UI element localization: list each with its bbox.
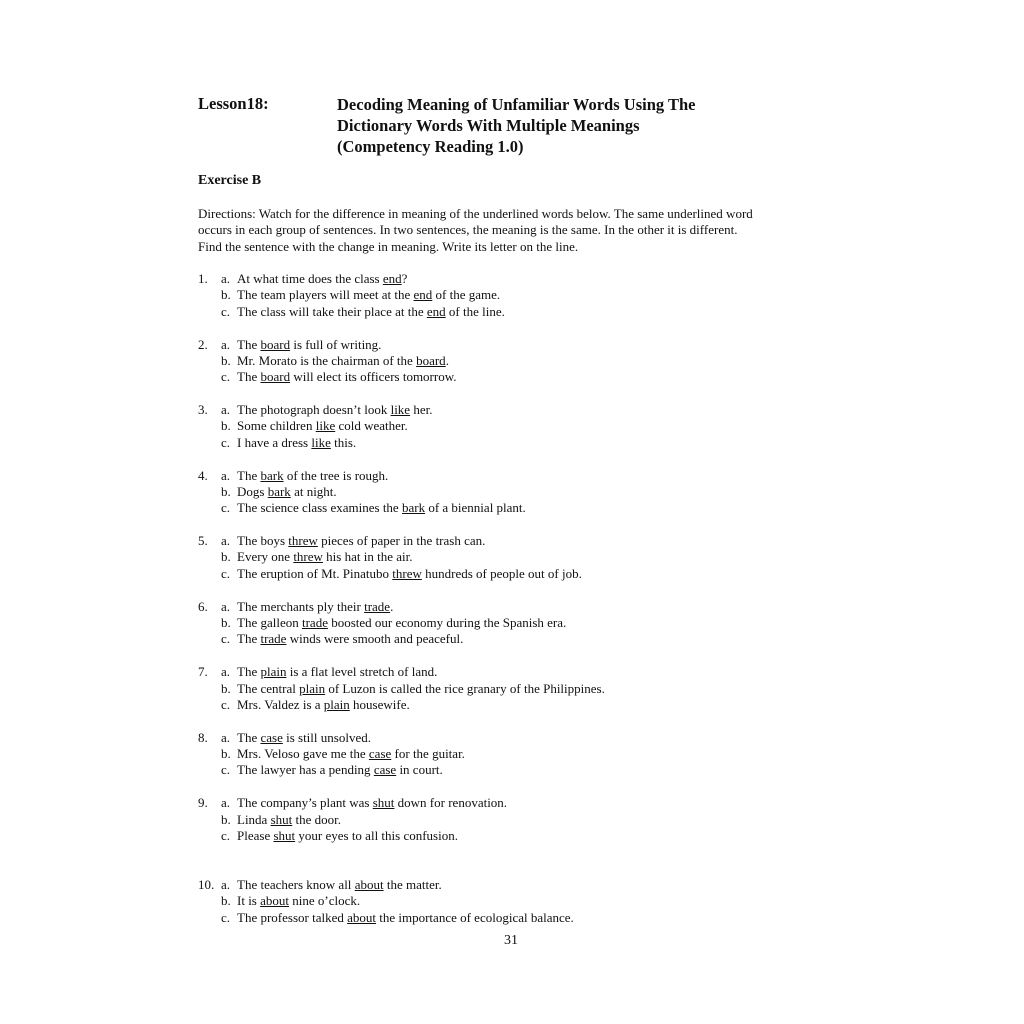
exercise-item [198, 664, 605, 713]
directions-line: Directions: Watch for the difference in meaning of the underlined words below. The same underlined word [198, 206, 753, 221]
underlined-word: board [416, 352, 446, 368]
item-option [221, 402, 605, 418]
item-option [221, 468, 605, 484]
option-text: his hat in the air. [322, 549, 413, 565]
option-text: Mr. Morato is the chairman of the [237, 352, 417, 368]
exercise-item [198, 468, 605, 517]
underlined-word: case [373, 762, 397, 778]
option-letter: c. [221, 909, 231, 925]
exercise-item [198, 795, 605, 844]
item-number: 10. [198, 876, 215, 892]
option-text: the importance of ecological balance. [376, 909, 574, 925]
item-option [221, 828, 605, 844]
item-option [221, 484, 605, 500]
item-option [221, 369, 605, 385]
option-text: the door. [292, 811, 341, 827]
option-letter: b. [221, 418, 231, 434]
option-text: will elect its officers tomorrow. [290, 369, 457, 385]
option-letter: c. [221, 762, 231, 778]
exercise-item [198, 730, 605, 779]
item-option [221, 664, 605, 680]
underlined-word: board [260, 369, 291, 385]
underlined-word: plain [260, 664, 287, 680]
exercise-item [198, 533, 605, 582]
underlined-word: bark [260, 467, 284, 483]
item-option [221, 533, 605, 549]
option-text: nine o’clock. [289, 893, 361, 909]
option-text: at night. [290, 483, 337, 499]
option-text: The class will take their place at the [237, 303, 427, 319]
option-letter: b. [221, 352, 231, 368]
underlined-word: trade [364, 598, 391, 614]
option-text: The teachers know all [237, 876, 355, 892]
option-text: of the tree is rough. [283, 467, 389, 483]
lesson-label: Lesson18: [198, 94, 269, 113]
underlined-word: case [368, 746, 392, 762]
option-text: of Luzon is called the rice granary of the Philippines. [325, 680, 605, 696]
item-option [221, 271, 605, 287]
underlined-word: board [260, 336, 291, 352]
underlined-word: plain [299, 680, 326, 696]
item-option [221, 435, 605, 451]
item-option [221, 746, 605, 762]
option-letter: a. [221, 336, 231, 352]
underlined-word: threw [293, 549, 323, 565]
option-text: The [237, 467, 261, 483]
option-text: The [237, 664, 261, 680]
option-letter: a. [221, 795, 231, 811]
option-text: The team players will meet at the [237, 287, 414, 303]
item-option [221, 287, 605, 303]
option-text: The professor talked [237, 909, 348, 925]
exercise-items [198, 271, 605, 926]
option-letter: b. [221, 680, 231, 696]
option-letter: a. [221, 533, 231, 549]
option-text: in court. [396, 762, 443, 778]
option-letter: a. [221, 598, 231, 614]
item-number: 3. [198, 402, 208, 418]
underlined-word: trade [260, 631, 287, 647]
option-letter: c. [221, 827, 231, 843]
option-text: The lawyer has a pending [237, 762, 374, 778]
option-text: your eyes to all this confusion. [295, 827, 458, 843]
option-letter: b. [221, 483, 231, 499]
item-option [221, 615, 605, 631]
underlined-word: shut [372, 795, 395, 811]
exercise-item [198, 599, 605, 648]
option-text: The merchants ply their [237, 598, 365, 614]
underlined-word: trade [301, 614, 328, 630]
exercise-heading: Exercise B [198, 173, 262, 188]
underlined-word: about [354, 876, 384, 892]
option-text: . [390, 598, 394, 614]
item-option [221, 762, 605, 778]
item-option [221, 337, 605, 353]
item-option [221, 730, 605, 746]
item-number: 4. [198, 467, 208, 483]
option-letter: a. [221, 876, 231, 892]
item-number: 1. [198, 271, 208, 286]
underlined-word: end [382, 271, 402, 286]
option-text: It is [237, 893, 261, 909]
option-text: I have a dress [237, 434, 312, 450]
item-number: 9. [198, 795, 208, 811]
option-text: The central [237, 680, 300, 696]
option-text: The galleon [237, 614, 302, 630]
option-text: her. [410, 402, 433, 418]
option-letter: c. [221, 434, 231, 450]
option-text: The photograph doesn’t look [237, 402, 391, 418]
option-text: pieces of paper in the trash can. [317, 533, 486, 549]
option-letter: a. [221, 467, 231, 483]
directions [198, 206, 818, 255]
option-text: Some children [237, 418, 316, 434]
item-option [221, 631, 605, 647]
option-text: for the guitar. [391, 746, 465, 762]
item-number: 2. [198, 336, 208, 352]
item-number: 8. [198, 729, 208, 745]
item-option [221, 304, 605, 320]
underlined-word: about [347, 909, 376, 925]
option-text: The [237, 336, 261, 352]
option-text: down for renovation. [394, 795, 508, 811]
item-option [221, 549, 605, 565]
option-letter: a. [221, 271, 231, 286]
exercise-item [198, 877, 605, 926]
lesson-title-line: Dictionary Words With Multiple Meanings [337, 116, 640, 135]
directions-line: occurs in each group of sentences. In two sentences, the meaning is the same. In the other it is different. [198, 222, 738, 238]
option-letter: b. [221, 614, 231, 630]
option-text: Please [237, 827, 274, 843]
option-text: of the line. [445, 303, 505, 319]
option-text: The [237, 631, 261, 647]
underlined-word: like [311, 434, 331, 450]
item-option [221, 566, 605, 582]
item-option [221, 893, 605, 909]
option-text: is still unsolved. [282, 729, 371, 745]
option-text: Dogs [237, 483, 268, 499]
option-letter: c. [221, 631, 231, 647]
exercise-item [198, 271, 605, 320]
option-letter: b. [221, 893, 231, 909]
lesson-title-line: (Competency Reading 1.0) [337, 137, 524, 156]
option-text: At what time does the class [237, 271, 383, 286]
option-text: Linda [237, 811, 271, 827]
option-letter: b. [221, 287, 231, 303]
exercise-item [198, 402, 605, 451]
lesson-title [337, 94, 757, 157]
option-text: the matter. [383, 876, 442, 892]
option-text: The [237, 729, 261, 745]
underlined-word: threw [288, 533, 318, 549]
option-letter: b. [221, 811, 231, 827]
underlined-word: plain [323, 696, 350, 712]
underlined-word: like [315, 418, 336, 434]
item-option [221, 910, 605, 926]
underlined-word: bark [401, 500, 426, 516]
item-option [221, 500, 605, 516]
option-text: The [237, 369, 261, 385]
page-number: 31 [504, 933, 518, 948]
option-letter: c. [221, 696, 231, 712]
option-text: The eruption of Mt. Pinatubo [237, 565, 393, 581]
option-text: of a biennial plant. [425, 500, 526, 516]
underlined-word: threw [392, 565, 422, 581]
option-letter: c. [221, 565, 231, 581]
option-text: winds were smooth and peaceful. [286, 631, 464, 647]
underlined-word: bark [267, 483, 291, 499]
item-option [221, 353, 605, 369]
underlined-word: end [426, 303, 446, 319]
option-letter: b. [221, 549, 231, 565]
item-number: 7. [198, 664, 208, 680]
option-text: Mrs. Veloso gave me the [237, 746, 369, 762]
underlined-word: about [260, 893, 290, 909]
underlined-word: case [260, 729, 283, 745]
option-letter: c. [221, 369, 231, 385]
option-text: housewife. [349, 696, 410, 712]
option-text: The company’s plant was [237, 795, 373, 811]
item-option [221, 697, 605, 713]
option-text: hundreds of people out of job. [421, 565, 582, 581]
item-option [221, 418, 605, 434]
item-option [221, 795, 605, 811]
underlined-word: shut [270, 811, 293, 827]
option-text: is a flat level stretch of land. [286, 664, 438, 680]
lesson-title-line: Decoding Meaning of Unfamiliar Words Using The [337, 95, 696, 114]
option-letter: b. [221, 746, 231, 762]
option-letter: a. [221, 729, 231, 745]
option-text: this. [330, 434, 357, 450]
option-letter: c. [221, 500, 231, 516]
option-letter: a. [221, 402, 231, 418]
option-text: The science class examines the [237, 500, 402, 516]
item-option [221, 877, 605, 893]
option-text: cold weather. [335, 418, 408, 434]
option-text: of the game. [432, 287, 501, 303]
option-letter: c. [221, 303, 231, 319]
option-text: Every one [237, 549, 294, 565]
underlined-word: end [413, 287, 433, 303]
option-letter: a. [221, 664, 231, 680]
option-text: . [445, 352, 449, 368]
item-number: 5. [198, 533, 208, 549]
option-text: Mrs. Valdez is a [237, 696, 324, 712]
item-option [221, 681, 605, 697]
underlined-word: like [390, 402, 411, 418]
item-option [221, 812, 605, 828]
option-text: ? [401, 271, 408, 286]
item-number: 6. [198, 598, 208, 614]
option-text: boosted our economy during the Spanish era. [327, 614, 567, 630]
underlined-word: shut [273, 827, 296, 843]
item-option [221, 599, 605, 615]
exercise-item [198, 337, 605, 386]
directions-line: Find the sentence with the change in meaning. Write its letter on the line. [198, 238, 579, 254]
option-text: The boys [237, 533, 289, 549]
option-text: is full of writing. [290, 336, 382, 352]
